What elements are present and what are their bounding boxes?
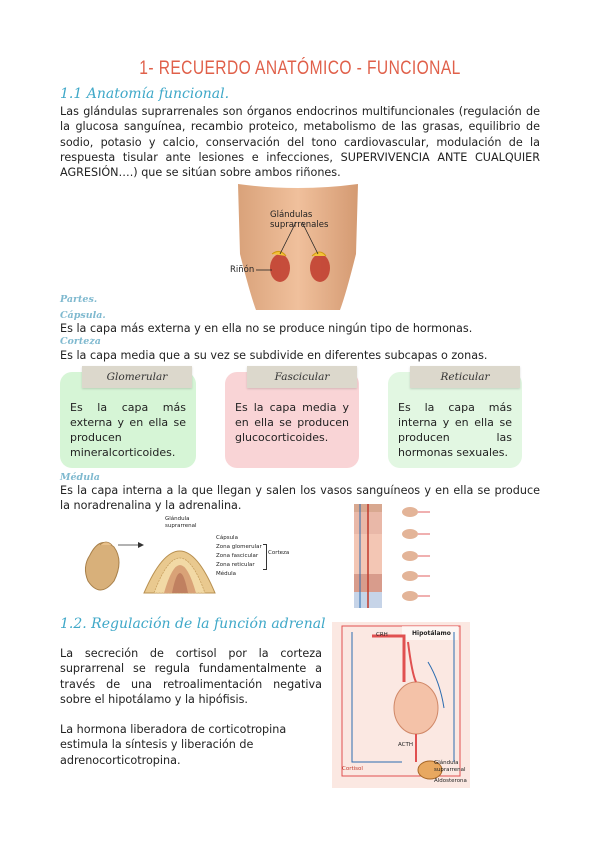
- zone-box-fascicular: [225, 372, 359, 468]
- zone-text-reticular: Es la capa más interna y en ella se producen las hormonas sexuales.: [398, 401, 512, 459]
- zone-text-glomerular: Es la capa más externa y en ella se producen mineralcorticoides.: [70, 401, 186, 459]
- label-glands: Glándulas suprarrenales: [270, 210, 329, 230]
- label-glomerular: Zona glomerular: [216, 544, 262, 550]
- label-adrenal-gland: Glándula suprarrenal: [434, 760, 466, 773]
- label-reticular: Zona reticular: [216, 562, 255, 568]
- regulation-paragraph-1: La secreción de cortisol por la corteza suprarrenal se regula fundamentalmente a través de una retroalimentación negativa sobre el hipotálamo y la hipófisis.: [60, 647, 322, 706]
- label-capsula: Cápsula: [216, 535, 238, 541]
- label-aldosterone: Aldosterona: [434, 778, 467, 784]
- label-kidney: Riñón: [230, 265, 255, 275]
- label-crh: CRH: [376, 632, 388, 638]
- label-fascicular: Zona fascicular: [216, 553, 259, 559]
- intro-paragraph: Las glándulas suprarrenales son órganos endocrinos multifuncionales (regulación de la glucosa sanguínea, recambio proteico, metabolismo de las grasas, equilibrio de sodio, potasio y calcio, conservación del tono cardiovascular, modulación de la respuesta tisular ante lesiones e infecciones, SUPERVIVENCIA ANTE CUALQUIER AGRESIÓN….) que se sitúan sobre ambos riñones.: [60, 105, 540, 180]
- label-acth: ACTH: [398, 742, 414, 748]
- label-corteza: Corteza: [268, 550, 290, 556]
- zone-box-glomerular: [60, 372, 196, 468]
- parts-heading: Partes.: [60, 294, 98, 305]
- label-medula: Médula: [216, 571, 237, 577]
- zone-tag-glomerular: Glomerular: [82, 366, 192, 388]
- corteza-heading: Corteza: [60, 336, 101, 347]
- zone-text-fascicular: Es la capa media y en ella se producen glucocorticoides.: [235, 401, 349, 444]
- histology-figure: [330, 500, 450, 612]
- capsula-heading: Cápsula.: [60, 310, 106, 321]
- label-cortisol: Cortisol: [342, 766, 363, 772]
- medula-heading: Médula: [60, 472, 100, 483]
- zone-tag-reticular: Reticular: [410, 366, 520, 388]
- page-title: 1- RECUERDO ANATÓMICO - FUNCIONAL: [139, 58, 461, 79]
- zone-tag-fascicular: Fascicular: [247, 366, 357, 388]
- section-heading-anatomy: 1.1 Anatomía funcional.: [60, 86, 230, 102]
- section-heading-regulation: 1.2. Regulación de la función adrenal: [60, 616, 326, 632]
- torso-figure: [228, 184, 368, 310]
- medula-text: Es la capa interna a la que llegan y salen los vasos sanguíneos y en ella se produce la noradrenalina y la adrenalina.: [60, 484, 540, 513]
- corteza-text: Es la capa media que a su vez se subdivide en diferentes subcapas o zonas.: [60, 349, 488, 362]
- label-gland-section: Glándula suprarrenal: [165, 516, 197, 529]
- capsula-text: Es la capa más externa y en ella no se produce ningún tipo de hormonas.: [60, 322, 473, 335]
- label-hypothalamus: Hipotálamo: [412, 630, 451, 637]
- regulation-paragraph-2: La hormona liberadora de corticotropina estimula la síntesis y liberación de adrenocorticotropina.: [60, 723, 287, 767]
- zone-box-reticular: [388, 372, 522, 468]
- corteza-bracket: [263, 544, 267, 570]
